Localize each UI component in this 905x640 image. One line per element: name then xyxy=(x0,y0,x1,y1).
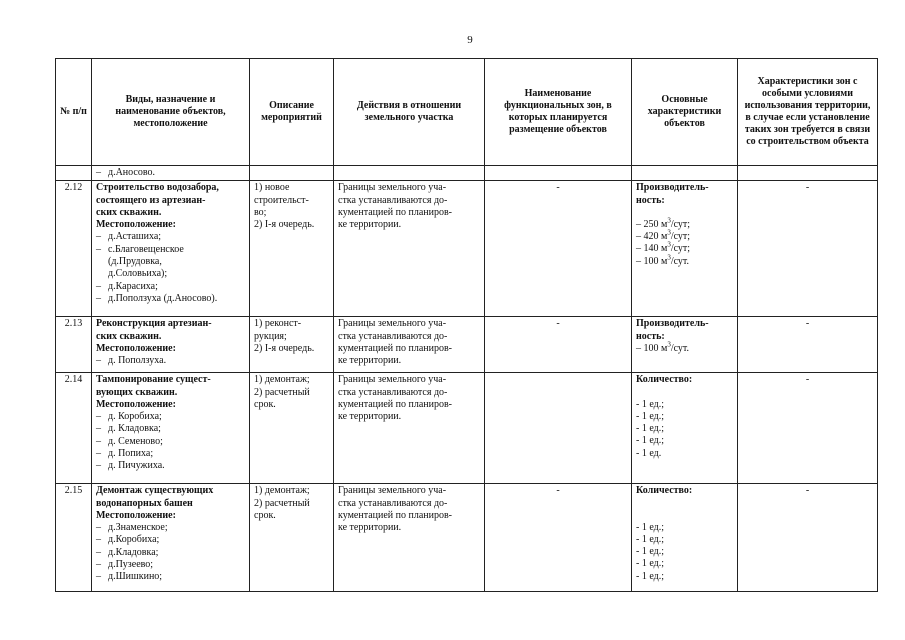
table-row xyxy=(56,317,878,373)
count-value: - 1 ед.; xyxy=(636,423,665,435)
capacity-value: – 100 $м^3$/сут. xyxy=(636,253,690,267)
row-number: 2.14 xyxy=(56,373,92,484)
zones-cell xyxy=(485,373,632,484)
characteristics-cell: Производитель- ность: – 100 $м^3$/сут. xyxy=(632,317,738,373)
characteristics-cell: Количество: - 1 ед.; - 1 ед.; - 1 ед.; - 1 ед.; - 1 ед.; xyxy=(632,484,738,592)
measures-cell: 1) демонтаж; 2) расчетный срок. xyxy=(250,373,334,484)
continuation-row xyxy=(56,166,878,181)
actions-cell: Границы земельного уча- стка устанавливаются до- кументацией по планиров- ке территории. xyxy=(334,317,485,373)
location-label: Местоположение: xyxy=(96,398,176,410)
location-item: – с.Благовещенское xyxy=(96,244,245,256)
actions-cell: Границы земельного уча- стка устанавливаются до- кументацией по планиров- ке территории. xyxy=(334,484,485,592)
count-value: - 1 ед.; xyxy=(636,533,665,545)
object-cell: Тампонирование сущест- вующих скважин. Местоположение: – д. Коробиха; – д. Кладовка; – д. Семеново; – д. Попиха; – д. Пичужиха. xyxy=(92,373,250,484)
capacity-value: – 140 $м^3$/сут; xyxy=(636,241,691,255)
location-item: – д. Пичужиха. xyxy=(96,460,245,472)
location-item: – д.Коробиха; xyxy=(96,534,245,546)
row-number: 2.13 xyxy=(56,317,92,373)
location-item: – д. Поползуха. xyxy=(96,355,245,367)
zones-cell: - xyxy=(485,484,632,592)
object-cell: Реконструкция артезиан- ских скважин. Местоположение: – д. Поползуха. xyxy=(92,317,250,373)
location-item: – д.Пузеево; xyxy=(96,559,245,571)
special-zones-cell: - xyxy=(738,484,878,592)
header-measures: Описание мероприятий xyxy=(250,59,334,166)
location-item: – д. Семеново; xyxy=(96,436,245,448)
location-item: – д. Кладовка; xyxy=(96,423,245,435)
count-value: - 1 ед.; xyxy=(636,410,665,422)
special-zones-cell: - xyxy=(738,373,878,484)
characteristics-cell: Производитель- ность: – 250 $м^3$/сут; – 420 $м^3$/сут; – 140 $м^3$/сут; – 100 $м^3$/сут. xyxy=(632,181,738,317)
actions-cell: Границы земельного уча- стка устанавливаются до- кументацией по планиров- ке территории. xyxy=(334,373,485,484)
object-cell: Демонтаж существующих водонапорных башен Местоположение: – д.Знаменское; – д.Коробиха; – д.Кладовка; – д.Пузеево; – д.Шишкино; xyxy=(92,484,250,592)
header-object-type: Виды, назначение и наименование объектов, местоположение xyxy=(92,59,250,166)
object-cell: Строительство водозабора, состоящего из артезиан- ских скважин. Местоположение: – д.Асташиха; – с.Благовещенское (д.Прудовка, д.Соловьиха); – д.Карасиха; – д.Поползуха (д.Аносово). xyxy=(92,181,250,317)
count-value: - 1 ед.; xyxy=(636,521,665,533)
location-item: – д.Шишкино; xyxy=(96,571,245,583)
header-land-actions: Действия в отношении земельного участка xyxy=(334,59,485,166)
row-number: 2.15 xyxy=(56,484,92,592)
header-functional-zones: Наименование функциональных зон, в которых планируется размещение объектов xyxy=(485,59,632,166)
location-item: – д.Знаменское; xyxy=(96,522,245,534)
location-label: Местоположение: xyxy=(96,342,176,354)
location-sub: д.Соловьиха); xyxy=(108,268,168,280)
zones-cell: - xyxy=(485,317,632,373)
location-item: – д. Попиха; xyxy=(96,448,245,460)
count-value: - 1 ед. xyxy=(636,447,662,459)
measures-cell: 1) реконст- рукция; 2) I-я очередь. xyxy=(250,317,334,373)
zones-cell: - xyxy=(485,181,632,317)
objects-table xyxy=(55,58,878,592)
location-item: – д.Поползуха (д.Аносово). xyxy=(96,293,245,305)
count-value: - 1 ед.; xyxy=(636,435,665,447)
location-item: – д.Кладовка; xyxy=(96,547,245,559)
actions-cell: Границы земельного уча- стка устанавливаются до- кументацией по планиров- ке территории. xyxy=(334,181,485,317)
measures-cell: 1) новое строительст- во; 2) I-я очередь. xyxy=(250,181,334,317)
location-label: Местоположение: xyxy=(96,509,176,521)
special-zones-cell: - xyxy=(738,181,878,317)
table-row xyxy=(56,373,878,484)
table-row xyxy=(56,484,878,592)
count-value: - 1 ед.; xyxy=(636,570,665,582)
location-sub: (д.Прудовка, xyxy=(108,256,162,268)
header-characteristics: Основные характеристики объектов xyxy=(632,59,738,166)
table-row xyxy=(56,181,878,317)
count-value: - 1 ед.; xyxy=(636,546,665,558)
count-value: - 1 ед.; xyxy=(636,398,665,410)
location-item: – д.Аносово. xyxy=(96,167,245,179)
measures-cell: 1) демонтаж; 2) расчетный срок. xyxy=(250,484,334,592)
location-item: – д.Карасиха; xyxy=(96,281,245,293)
header-number: № п/п xyxy=(56,59,92,166)
location-item: – д. Коробиха; xyxy=(96,411,245,423)
header-special-zones: Характеристики зон с особыми условиями использования территории, в случае если установление таких зон требуется в связи со строительством объекта xyxy=(738,59,878,166)
page-number: 9 xyxy=(467,34,473,46)
header-row xyxy=(56,59,878,166)
count-value: - 1 ед.; xyxy=(636,558,665,570)
capacity-value: – 100 $м^3$/сут. xyxy=(636,340,690,354)
characteristics-cell: Количество: - 1 ед.; - 1 ед.; - 1 ед.; - 1 ед.; - 1 ед. xyxy=(632,373,738,484)
capacity-value: – 250 $м^3$/сут; xyxy=(636,216,691,230)
location-label: Местоположение: xyxy=(96,219,176,231)
row-number: 2.12 xyxy=(56,181,92,317)
location-item: – д.Асташиха; xyxy=(96,231,245,243)
special-zones-cell: - xyxy=(738,317,878,373)
capacity-value: – 420 $м^3$/сут; xyxy=(636,228,691,243)
